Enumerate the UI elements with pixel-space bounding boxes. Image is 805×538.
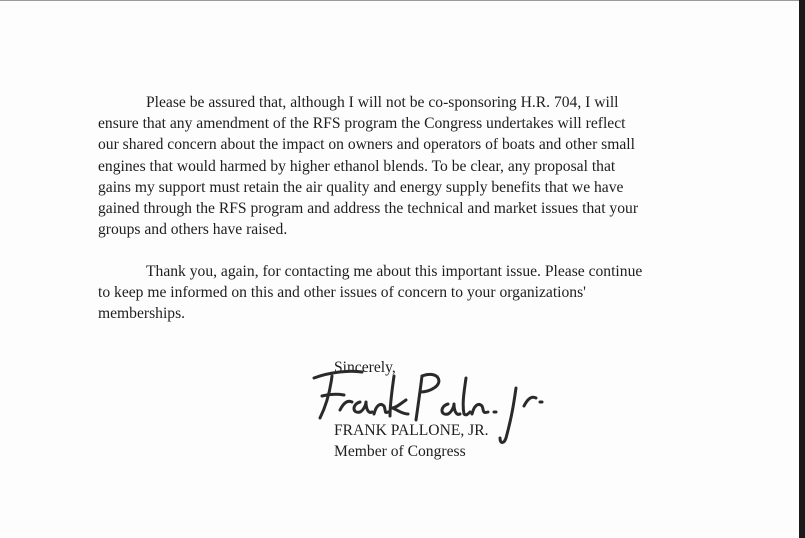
paragraph-line: our shared concern about the impact on owners and operators of boats and other small [98,136,635,154]
paragraph-line: gains my support must retain the air quality and energy supply benefits that we have [98,178,624,196]
paragraph-line: Thank you, again, for contacting me about this important issue. Please continue [146,263,643,280]
signer-title: Member of Congress [334,443,466,460]
paragraph-line: engines that would harmed by higher ethanol blends. To be clear, any proposal that [98,157,616,175]
paragraph-line: gained through the RFS program and address the technical and market issues that your [98,199,639,217]
paragraph-line: to keep me informed on this and other issues of concern to your organizations' [98,284,586,302]
letter-closing: Sincerely, [334,359,396,376]
page-top-edge [0,0,805,1]
letter-paragraph-1 [98,92,638,240]
paragraph-line: ensure that any amendment of the RFS program the Congress undertakes will reflect [98,115,626,133]
paragraph-line: groups and others have raised. [98,221,288,239]
paragraph-line: Please be assured that, although I will not be co-sponsoring H.R. 704, I will [146,94,619,111]
paragraph-line: memberships. [98,305,186,323]
signer-name: FRANK PALLONE, JR. [334,422,489,439]
page-right-edge [799,0,805,538]
letter-paragraph-2 [98,261,642,325]
